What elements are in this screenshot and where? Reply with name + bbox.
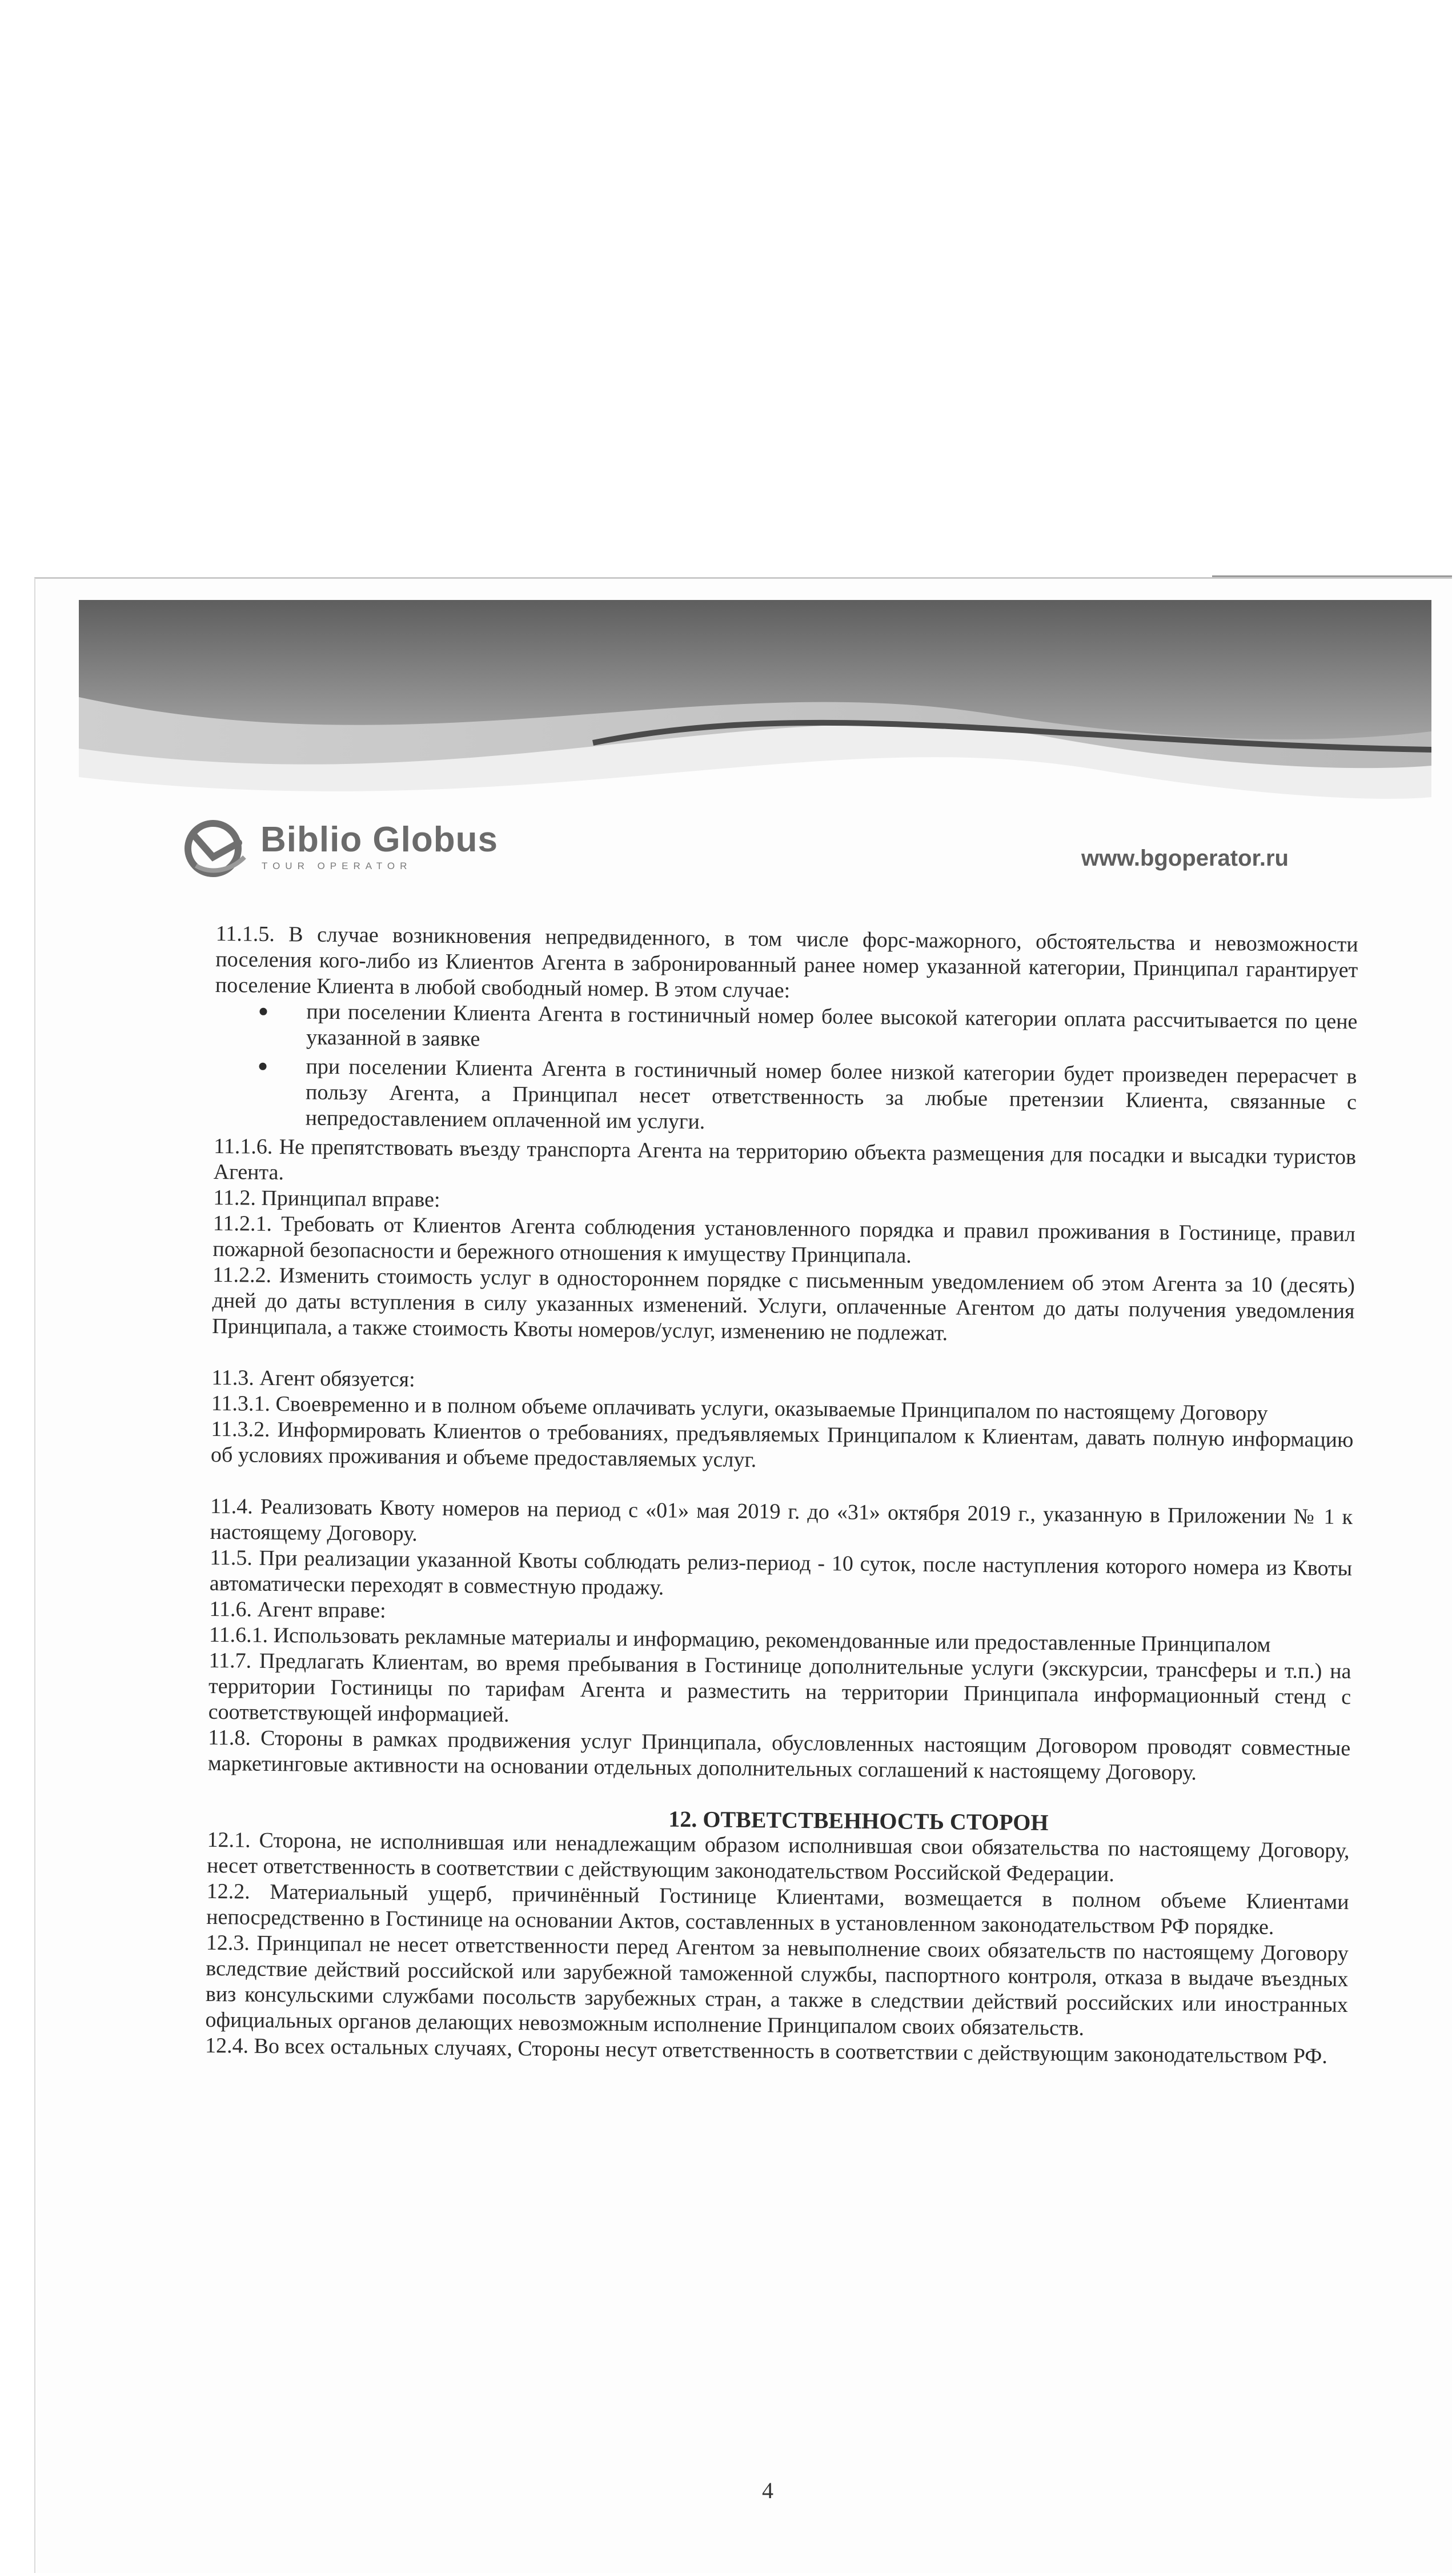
clause-11-3-1: 11.3.1. Своевременно и в полном объеме оплачивать услуги, оказываемые Принципалом по настоящему Договору [211, 1391, 1268, 1426]
clause-11-2: 11.2. Принципал вправе: [213, 1185, 440, 1212]
clause-12-2: 12.2. Материальный ущерб, причинённый Гостинице Клиентами, возмещается в полном объеме Клиентами непосредственно в Гостинице на основании Актов, составленных в установленном законодательством РФ порядке. [206, 1879, 1349, 1939]
clause-11-2-2: 11.2.2. Изменить стоимость услуг в одностороннем порядке с письменным уведомлением об этом Агента за 10 (десять) дней до даты вступления в силу указанных изменений. Услуги, оплаченные Агентом до даты получения уведомления Принципала, а также стоимость Квоты номеров/услуг, изменению не подлежат. [211, 1262, 1355, 1346]
clause-11-7: 11.7. Предлагать Клиентам, во время пребывания в Гостинице дополнительные услуги (экскурсии, трансферы и т.п.) на территории Гостиницы по тарифам Агента и разместить на территории Принципала информационный стенд с соответствующей информацией. [208, 1648, 1351, 1727]
list-item [305, 1054, 1357, 1142]
clause-11-5: 11.5. При реализации указанной Квоты соблюдать релиз-период - 10 суток, после наступления которого номера из Квоты автоматически переходят в совместную продажу. [209, 1545, 1353, 1600]
contract-text [205, 921, 1358, 2070]
clause-11-4: 11.4. Реализовать Квоту номеров на период с «01» мая 2019 г. до «31» октября 2019 г., указанную в Приложении № 1 к настоящему Договору. [210, 1494, 1353, 1546]
clause-11-1-6: 11.1.6. Не препятствовать въезду транспорта Агента на территорию объекта размещения для посадки и высадки туристов Агента. [213, 1134, 1357, 1185]
clause-11-2-1: 11.2.1. Требовать от Клиентов Агента соблюдения установленного порядка и правил проживания в Гостинице, правил пожарной безопасности и бережного отношения к имуществу Принципала. [212, 1211, 1356, 1268]
clause-12-3: 12.3. Принципал не несет ответственности перед Агентом за невыполнение своих обязательств по настоящему Договору вследствие действий российской или зарубежной таможенной службы, паспортного контроля, отказа в выдаче въездных виз консульскими службами посольств зарубежных стран, а также в следствии действий российских или иностранных официальных органов делающих невозможным исполнение Принципалом своих обязательств. [205, 1930, 1349, 2040]
clause-12-4: 12.4. Во всех остальных случаях, Стороны несут ответственность в соответствии с действующим законодательством РФ. [204, 2033, 1328, 2068]
clause-11-8: 11.8. Стороны в рамках продвижения услуг Принципала, обусловленных настоящим Договором проводят совместные маркетинговые активности на основании отдельных дополнительных соглашений к настоящему Договору. [207, 1725, 1351, 1785]
clause-11-3: 11.3. Агент обязуется: [211, 1365, 415, 1392]
clause-11-3-2: 11.3.2. Информировать Клиентов о требованиях, предъявляемых Принципалом к Клиентам, давать полную информацию об условиях проживания и объеме предоставляемых услуг. [210, 1416, 1354, 1472]
bullet-text-1: при поселении Клиента Агента в гостиничный номер более высокой категории оплата рассчитывается по цене указанной в заявке [306, 999, 1358, 1051]
clause-11-1-5: 11.1.5. В случае возникновения непредвиденного, в том числе форс-мажорного, обстоятельства и невозможности поселения кого-либо из Клиентов Агента в забронированный ранее номер указанной категории, Принципал гарантирует поселение Клиента в любой свободный номер. В этом случае: [215, 922, 1358, 1003]
bullet-text-2: при поселении Клиента Агента в гостиничный номер более низкой категории будет произведен перерасчет в пользу Агента, а Принципал несет ответственность за любые претензии Клиента, связанные с непредоставлением оплаченной им услуги. [305, 1054, 1357, 1134]
clause-11-6: 11.6. Агент вправе: [209, 1596, 386, 1623]
bullet-list [214, 998, 1357, 1141]
section-12-title: 12. ОТВЕТСТВЕННОСТЬ СТОРОН [668, 1806, 1049, 1836]
clause-11-6-1: 11.6.1. Использовать рекламные материалы и информацию, рекомендованные или предоставленные Принципалом [208, 1622, 1271, 1657]
globe-logo-icon [182, 817, 249, 880]
biblio-globus-logo [182, 817, 502, 880]
bullet-dot-icon [259, 1063, 267, 1070]
clause-12-1: 12.1. Сторона, не исполнившая или ненадлежащим образом исполнившая свои обязательства по настоящему Договору, несет ответственность в соответствии с действующим законодательством Российской Федерации. [206, 1827, 1350, 1887]
website-url: www.bgoperator.ru [1081, 846, 1289, 871]
header-banner-graphic [79, 600, 1431, 829]
bullet-dot-icon [259, 1008, 267, 1015]
logo-name: Biblio Globus [260, 820, 498, 859]
logo-subtitle: TOUR OPERATOR [262, 861, 412, 871]
list-item [306, 999, 1358, 1061]
page-number: 4 [762, 2478, 773, 2503]
